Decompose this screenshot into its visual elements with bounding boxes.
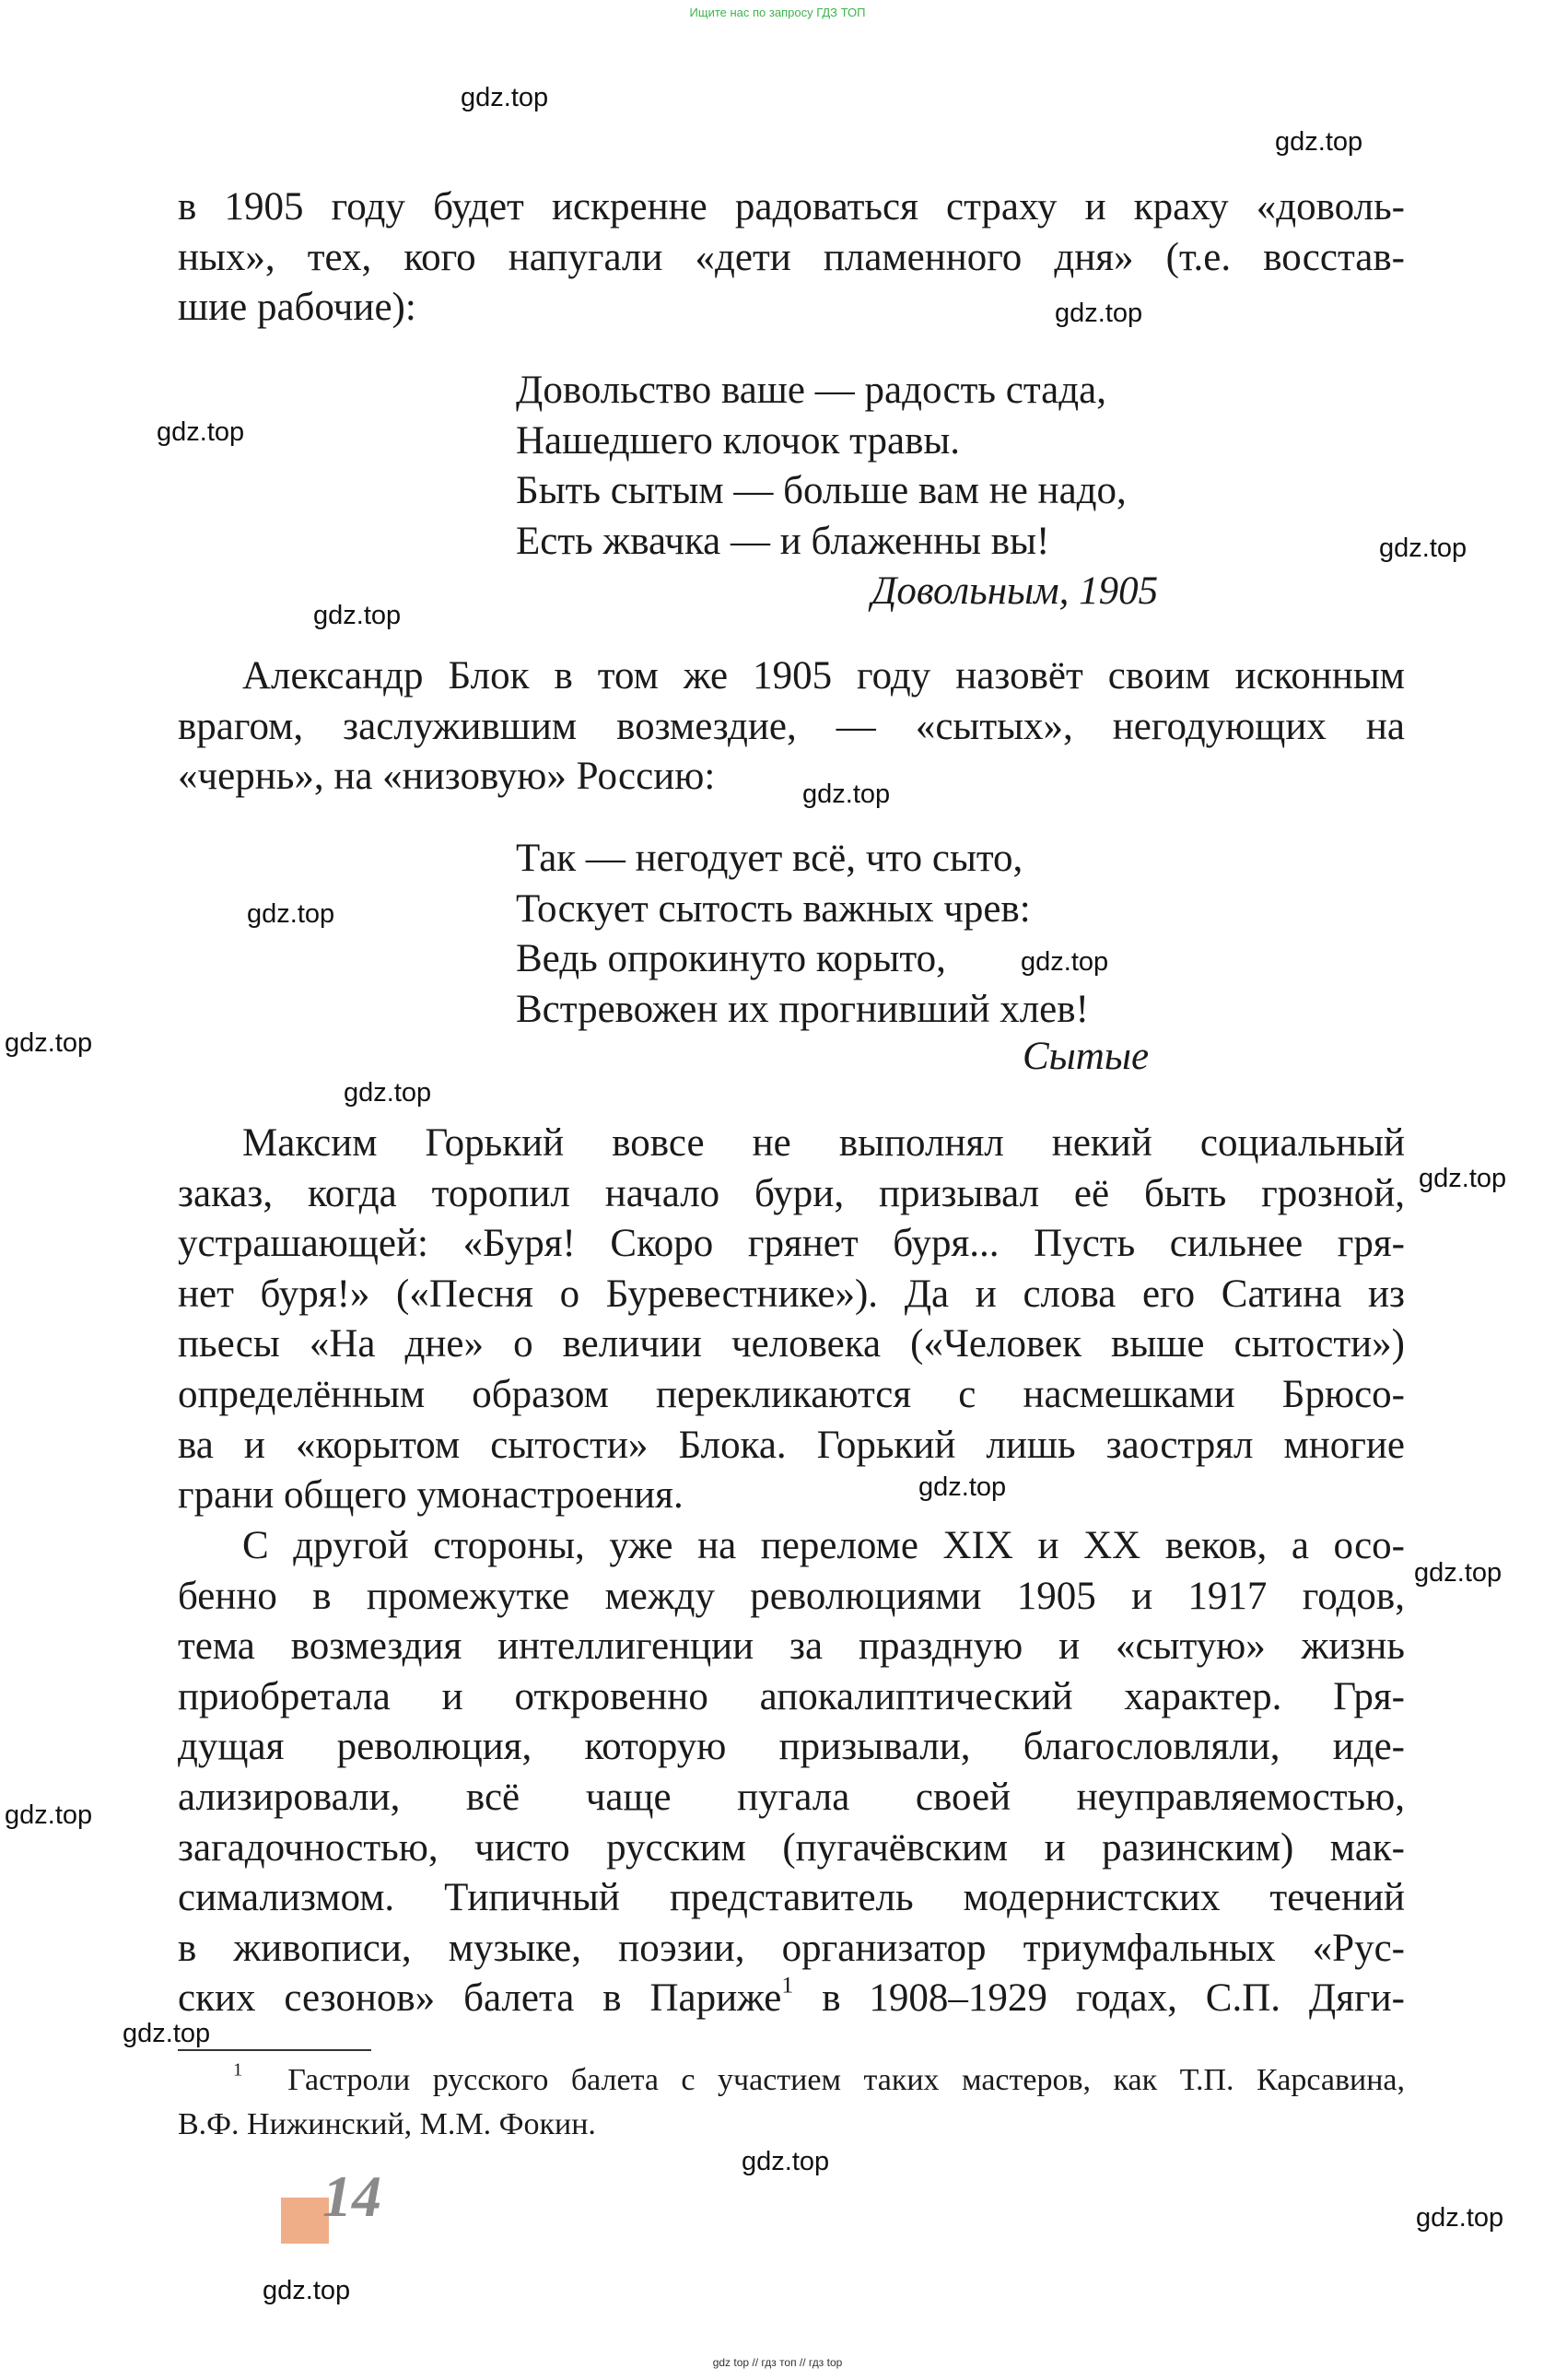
text-line: бенно в промежутке между революциями 1905 и 1917 годов, — [178, 1574, 1405, 1618]
verse-line: Довольство ваше — радость стада, — [516, 369, 1106, 412]
watermark: gdz.top — [742, 2147, 830, 2176]
page-number: 14 — [322, 2163, 381, 2229]
watermark: gdz.top — [157, 417, 245, 447]
text-line: Александр Блок в том же 1905 году назовёт своим исконным — [242, 654, 1405, 698]
footnote-divider — [178, 2049, 371, 2051]
footnote-marker: 1 — [233, 2059, 243, 2081]
watermark: gdz.top — [1414, 1558, 1502, 1588]
footnote-text: Гастроли русского балета с участием таких мастеров, как Т.П. Карсавина, — [287, 2063, 1406, 2097]
text-line: загадочностью, чисто русским (пугачёвским и разинским) мак- — [178, 1825, 1405, 1870]
watermark: gdz.top — [263, 2276, 351, 2305]
verse-line: Есть жвачка — и блаженны вы! — [516, 519, 1050, 563]
verse-1-signature: Довольным, 1905 — [871, 569, 1159, 613]
verse-1 — [516, 366, 1127, 567]
verse-line: Тоскует сытость важных чрев: — [516, 886, 1031, 931]
watermark: gdz.top — [1021, 947, 1109, 977]
top-search-note: Ищите нас по запросу ГДЗ ТОП — [689, 6, 866, 19]
verse-2 — [516, 834, 1089, 1035]
text-line: шие рабочие): — [178, 286, 416, 330]
text-line: заказ, когда торопил начало бури, призывал её быть грозной, — [178, 1171, 1405, 1215]
watermark: gdz.top — [247, 899, 335, 929]
text-line: в 1905 году будет искренне радоваться страху и краху «доволь- — [178, 185, 1405, 229]
paragraph-1 — [178, 182, 1405, 334]
text-line: грани общего умонастроения. — [178, 1473, 684, 1518]
watermark: gdz.top — [1275, 127, 1363, 157]
verse-line: Встревожен их прогнивший хлев! — [516, 987, 1089, 1031]
bottom-note: gdz top // гдз топ // гдз top — [712, 2356, 843, 2369]
verse-line: Нашедшего клочок травы. — [516, 418, 961, 463]
text-line: ных», тех, кого напугали «дети пламенного дня» (т.е. восстав- — [178, 235, 1405, 279]
footnote-line: В.Ф. Нижинский, М.М. Фокин. — [178, 2107, 596, 2141]
text-line: определённым образом перекликаются с насмешками Брюсо- — [178, 1372, 1405, 1416]
text-line: пьесы «На дне» о величии человека («Человек выше сытости») — [178, 1322, 1405, 1366]
verse-line: Быть сытым — больше вам не надо, — [516, 469, 1127, 513]
watermark: gdz.top — [5, 1800, 93, 1830]
text-line: врагом, заслужившим возмездие, — «сытых», негодующих на — [178, 704, 1405, 748]
text-fragment: в 1908–1929 годах, С.П. Дяги- — [793, 1976, 1405, 2021]
text-line-with-footnote-ref — [178, 1974, 1405, 2024]
watermark: gdz.top — [1419, 1164, 1507, 1193]
text-line: в живописи, музыке, поэзии, организатор триумфальных «Рус- — [178, 1926, 1405, 1970]
text-line: приобретала и откровенно апокалиптический характер. Гря- — [178, 1674, 1405, 1718]
text-line: ализировали, всё чаще пугала своей неуправляемостью, — [178, 1775, 1405, 1819]
watermark: gdz.top — [918, 1472, 1007, 1502]
text-line: дущая революция, которую призывали, благословляли, иде- — [178, 1725, 1405, 1769]
text-line: Максим Горький вовсе не выполнял некий социальный — [242, 1121, 1405, 1165]
watermark: gdz.top — [802, 780, 891, 809]
watermark: gdz.top — [5, 1028, 93, 1058]
text-line: устрашающей: «Буря! Скоро грянет буря... Пусть сильнее гря- — [178, 1222, 1405, 1266]
footnote-line — [178, 2058, 1405, 2103]
text-line: симализмом. Типичный представитель модернистских течений — [178, 1876, 1405, 1920]
verse-line: Так — негодует всё, что сыто, — [516, 837, 1023, 880]
verse-line: Ведь опрокинуто корыто, — [516, 937, 946, 981]
watermark: gdz.top — [123, 2019, 211, 2048]
text-fragment: ских сезонов» балета в Париже — [178, 1976, 782, 2021]
watermark: gdz.top — [1379, 533, 1467, 563]
paragraph-4 — [178, 1521, 1405, 2024]
footnote — [178, 2058, 1405, 2147]
watermark: gdz.top — [313, 601, 402, 630]
watermark: gdz.top — [1416, 2203, 1504, 2233]
paragraph-2 — [178, 651, 1405, 803]
watermark: gdz.top — [344, 1078, 432, 1108]
watermark: gdz.top — [461, 83, 549, 112]
text-line: нет буря!» («Песня о Буревестнике»). Да и слова его Сатина из — [178, 1272, 1405, 1316]
text-line: тема возмездия интеллигенции за праздную и «сытую» жизнь — [178, 1624, 1405, 1669]
watermark: gdz.top — [1055, 299, 1143, 328]
text-line: С другой стороны, уже на переломе XIX и XX веков, а осо- — [242, 1524, 1405, 1567]
verse-2-signature: Сытые — [1023, 1035, 1150, 1078]
paragraph-3 — [178, 1119, 1405, 1521]
text-line: ва и «корытом сытости» Блока. Горький лишь заострял многие — [178, 1423, 1405, 1467]
text-line: «чернь», на «низовую» Россию: — [178, 755, 716, 799]
footnote-reference[interactable]: 1 — [781, 1972, 794, 1999]
